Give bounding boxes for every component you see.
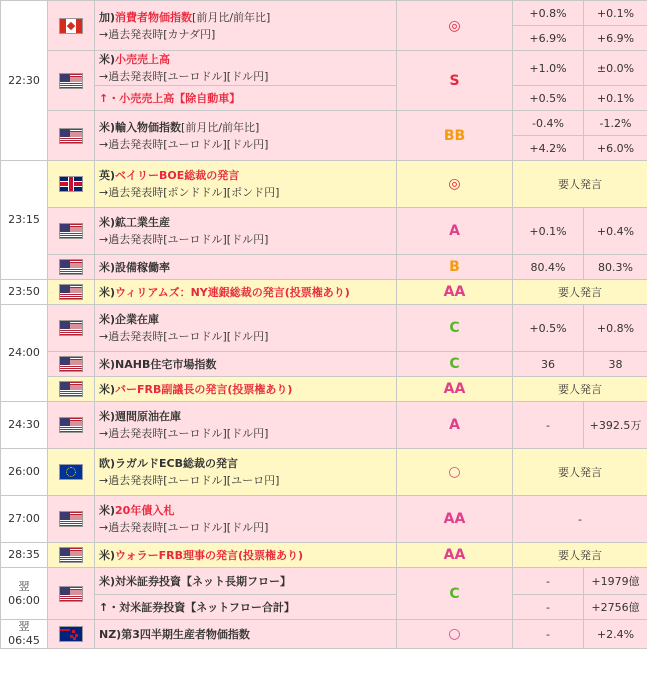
event-cell[interactable]: [95, 305, 397, 352]
event-cell[interactable]: [95, 620, 397, 649]
importance-rank: B: [397, 255, 513, 280]
event-title[interactable]: [99, 9, 392, 26]
time-text: 24:30: [8, 418, 40, 431]
table-row: [1, 402, 647, 449]
country-prefix: 米): [99, 548, 116, 562]
past-release-link[interactable]: →過去発表時[ユーロドル][ドル円]: [99, 427, 269, 440]
past-release-link[interactable]: →過去発表時[ユーロドル][ドル円]: [99, 330, 269, 343]
previous-value: +0.1%: [584, 86, 647, 111]
importance-rank: ◎: [397, 161, 513, 208]
country-prefix: 米): [99, 313, 116, 326]
event-name[interactable]: 20年債入札: [115, 504, 175, 517]
flag-cell: [48, 305, 95, 352]
country-prefix: 米): [99, 285, 116, 299]
time-cell: [1, 496, 48, 543]
time-cell: [1, 543, 48, 568]
past-release-link[interactable]: →過去発表時[ユーロドル][ユーロ円]: [99, 474, 280, 487]
table-row: [1, 496, 647, 543]
time-cell: [1, 280, 48, 305]
event-title[interactable]: [99, 356, 392, 373]
event-title[interactable]: [99, 455, 392, 472]
forecast-value: -: [513, 620, 584, 649]
table-row: [1, 543, 647, 568]
country-prefix: 米): [99, 382, 116, 396]
event-name[interactable]: 小売売上高: [115, 53, 171, 66]
forecast-value: +4.2%: [513, 136, 584, 161]
forecast-span-cell: 要人発言: [513, 280, 647, 305]
us-flag-icon: [59, 356, 83, 372]
event-unit: [前月比/前年比]: [181, 120, 260, 134]
previous-value: 80.3%: [584, 255, 647, 280]
previous-value: -1.2%: [584, 111, 647, 136]
previous-value: +2.4%: [584, 620, 647, 649]
event-name[interactable]: 設備稼働率: [115, 260, 171, 274]
sub-event-name[interactable]: ↑・小売売上高【除自動車】: [99, 92, 241, 105]
previous-value: +6.0%: [584, 136, 647, 161]
event-cell[interactable]: [95, 402, 397, 449]
previous-value: +1979億: [584, 568, 647, 595]
flag-cell: [48, 1, 95, 51]
event-title[interactable]: [99, 547, 392, 564]
time-cell: [1, 402, 48, 449]
country-prefix: 米): [99, 120, 116, 134]
event-title[interactable]: [99, 573, 392, 590]
time-cell: [1, 1, 48, 161]
importance-rank: ○: [397, 620, 513, 649]
us-flag-icon: [59, 73, 83, 89]
event-title[interactable]: [99, 408, 392, 425]
past-release-link[interactable]: →過去発表時[ユーロドル][ドル円]: [99, 70, 269, 83]
forecast-span-cell: -: [513, 496, 647, 543]
event-cell[interactable]: [95, 208, 397, 255]
flag-cell: [48, 402, 95, 449]
event-title[interactable]: [99, 311, 392, 328]
event-name[interactable]: 週間原油在庫: [115, 410, 182, 423]
time-text: 24:00: [8, 346, 40, 359]
forecast-value: -: [513, 595, 584, 620]
table-row: [1, 377, 647, 402]
previous-value: +6.9%: [584, 26, 647, 51]
importance-rank: S: [397, 51, 513, 111]
event-cell[interactable]: [95, 543, 397, 568]
event-name[interactable]: 鉱工業生産: [115, 216, 171, 229]
importance-rank: C: [397, 352, 513, 377]
flag-cell: [48, 543, 95, 568]
us-flag-icon: [59, 259, 83, 275]
time-text: 28:35: [8, 548, 40, 561]
event-name[interactable]: ベイリーBOE総裁の発言: [115, 169, 240, 182]
event-title[interactable]: [99, 119, 392, 136]
forecast-span-cell: 要人発言: [513, 449, 647, 496]
time-text: 23:50: [8, 285, 40, 298]
us-flag-icon: [59, 320, 83, 336]
country-prefix: 米): [99, 504, 116, 517]
table-row: [1, 1, 647, 26]
event-cell[interactable]: [95, 161, 397, 208]
event-name[interactable]: 輸入物価指数: [115, 120, 182, 134]
forecast-value: -0.4%: [513, 111, 584, 136]
event-name[interactable]: ウォラーFRB理事の発言(投票権あり): [115, 548, 304, 562]
canada-flag-icon: [59, 18, 83, 34]
event-cell[interactable]: [95, 449, 397, 496]
time-cell: [1, 568, 48, 620]
table-row: [1, 51, 647, 86]
event-name[interactable]: NAHB住宅市場指数: [115, 357, 217, 371]
time-cell: [1, 305, 48, 402]
forecast-value: +0.5%: [513, 86, 584, 111]
past-release-link[interactable]: →過去発表時[ユーロドル][ドル円]: [99, 137, 269, 151]
sub-event-name[interactable]: ↑・対米証券投資【ネットフロー合計】: [99, 601, 295, 614]
flag-cell: [48, 352, 95, 377]
table-row: [1, 86, 647, 111]
event-title[interactable]: [99, 51, 392, 68]
us-flag-icon: [59, 128, 83, 144]
importance-rank: C: [397, 305, 513, 352]
event-name[interactable]: 第3四半期生産者物価指数: [121, 627, 250, 641]
event-cell[interactable]: [95, 51, 397, 86]
event-unit: [前月比/前年比]: [192, 10, 271, 24]
previous-value: +392.5万: [584, 402, 647, 449]
event-cell[interactable]: [95, 1, 397, 51]
flag-cell: [48, 449, 95, 496]
country-prefix: 米): [99, 53, 116, 66]
event-cell[interactable]: [95, 280, 397, 305]
importance-rank: BB: [397, 111, 513, 161]
past-release-link[interactable]: →過去発表時[カナダ円]: [99, 27, 216, 41]
forecast-span-cell: 要人発言: [513, 161, 647, 208]
us-flag-icon: [59, 511, 83, 527]
time-text: 06:00: [8, 593, 40, 607]
importance-rank: ○: [397, 449, 513, 496]
flag-cell: [48, 208, 95, 255]
table-row: [1, 280, 647, 305]
sub-event-cell[interactable]: [95, 595, 397, 620]
previous-value: +0.4%: [584, 208, 647, 255]
importance-rank: C: [397, 568, 513, 620]
table-row: [1, 161, 647, 208]
event-title[interactable]: [99, 626, 392, 643]
forecast-value: +1.0%: [513, 51, 584, 86]
importance-rank: A: [397, 208, 513, 255]
flag-cell: [48, 111, 95, 161]
time-cell: [1, 620, 48, 649]
importance-rank: AA: [397, 280, 513, 305]
table-row: [1, 620, 647, 649]
time-text: 26:00: [8, 465, 40, 478]
flag-cell: [48, 377, 95, 402]
time-text: 23:15: [8, 213, 40, 226]
forecast-value: +6.9%: [513, 26, 584, 51]
forecast-value: +0.8%: [513, 1, 584, 26]
forecast-value: -: [513, 568, 584, 595]
eu-flag-icon: [59, 464, 83, 480]
event-name[interactable]: ラガルドECB総裁の発言: [115, 457, 239, 470]
table-row: [1, 595, 647, 620]
flag-cell: [48, 496, 95, 543]
sub-event-cell[interactable]: [95, 86, 397, 111]
event-title[interactable]: [99, 214, 392, 231]
past-release-link[interactable]: →過去発表時[ユーロドル][ドル円]: [99, 521, 269, 534]
us-flag-icon: [59, 223, 83, 239]
forecast-value: +0.1%: [513, 208, 584, 255]
previous-value: 38: [584, 352, 647, 377]
previous-value: ±0.0%: [584, 51, 647, 86]
country-prefix: 英): [99, 169, 116, 182]
country-prefix: 加): [99, 10, 116, 24]
event-cell[interactable]: [95, 377, 397, 402]
flag-cell: [48, 280, 95, 305]
past-release-link[interactable]: →過去発表時[ユーロドル][ドル円]: [99, 233, 269, 246]
time-text: 27:00: [8, 512, 40, 525]
country-prefix: NZ): [99, 627, 122, 641]
forecast-span-cell: 要人発言: [513, 543, 647, 568]
event-cell[interactable]: [95, 255, 397, 280]
importance-rank: AA: [397, 496, 513, 543]
table-row: [1, 111, 647, 136]
previous-value: +0.8%: [584, 305, 647, 352]
importance-rank: A: [397, 402, 513, 449]
flag-cell: [48, 161, 95, 208]
event-title[interactable]: [99, 502, 392, 519]
event-title[interactable]: [99, 381, 392, 398]
event-name[interactable]: 企業在庫: [115, 313, 160, 326]
country-prefix: 米): [99, 357, 116, 371]
forecast-span-cell: 要人発言: [513, 377, 647, 402]
uk-flag-icon: [59, 176, 83, 192]
event-cell[interactable]: [95, 496, 397, 543]
time-text: 翌: [18, 579, 30, 593]
event-name[interactable]: バーFRB副議長の発言(投票権あり): [115, 382, 293, 396]
table-row: [1, 208, 647, 255]
forecast-value: 36: [513, 352, 584, 377]
table-row: [1, 449, 647, 496]
time-text: 06:45: [8, 634, 40, 647]
us-flag-icon: [59, 547, 83, 563]
previous-value: +2756億: [584, 595, 647, 620]
event-title[interactable]: [99, 259, 392, 276]
forecast-value: -: [513, 402, 584, 449]
country-prefix: 欧): [99, 457, 116, 470]
flag-cell: [48, 255, 95, 280]
flag-cell: [48, 568, 95, 620]
table-row: [1, 568, 647, 595]
importance-rank: AA: [397, 377, 513, 402]
flag-cell: [48, 51, 95, 111]
table-row: [1, 352, 647, 377]
time-cell: [1, 449, 48, 496]
us-flag-icon: [59, 381, 83, 397]
forecast-value: +0.5%: [513, 305, 584, 352]
table-row: [1, 255, 647, 280]
nz-flag-icon: [59, 626, 83, 642]
event-name[interactable]: 対米証券投資【ネット長期フロー】: [115, 574, 292, 588]
time-text: 翌: [18, 620, 30, 633]
flag-cell: [48, 620, 95, 649]
country-prefix: 米): [99, 260, 116, 274]
country-prefix: 米): [99, 574, 116, 588]
importance-rank: ◎: [397, 1, 513, 51]
time-cell: [1, 161, 48, 280]
country-prefix: 米): [99, 216, 116, 229]
event-name[interactable]: 消費者物価指数: [115, 10, 193, 24]
event-cell[interactable]: [95, 111, 397, 161]
importance-rank: AA: [397, 543, 513, 568]
previous-value: +0.1%: [584, 1, 647, 26]
us-flag-icon: [59, 284, 83, 300]
time-text: 22:30: [8, 73, 40, 87]
us-flag-icon: [59, 586, 83, 602]
us-flag-icon: [59, 417, 83, 433]
event-cell[interactable]: [95, 568, 397, 595]
event-cell[interactable]: [95, 352, 397, 377]
forecast-value: 80.4%: [513, 255, 584, 280]
event-name[interactable]: ウィリアムズ：NY連銀総裁の発言(投票権あり): [115, 285, 350, 299]
table-row: [1, 305, 647, 352]
country-prefix: 米): [99, 410, 116, 423]
event-title[interactable]: [99, 167, 392, 184]
past-release-link[interactable]: →過去発表時[ポンドドル][ポンド円]: [99, 186, 280, 199]
event-title[interactable]: [99, 284, 392, 301]
